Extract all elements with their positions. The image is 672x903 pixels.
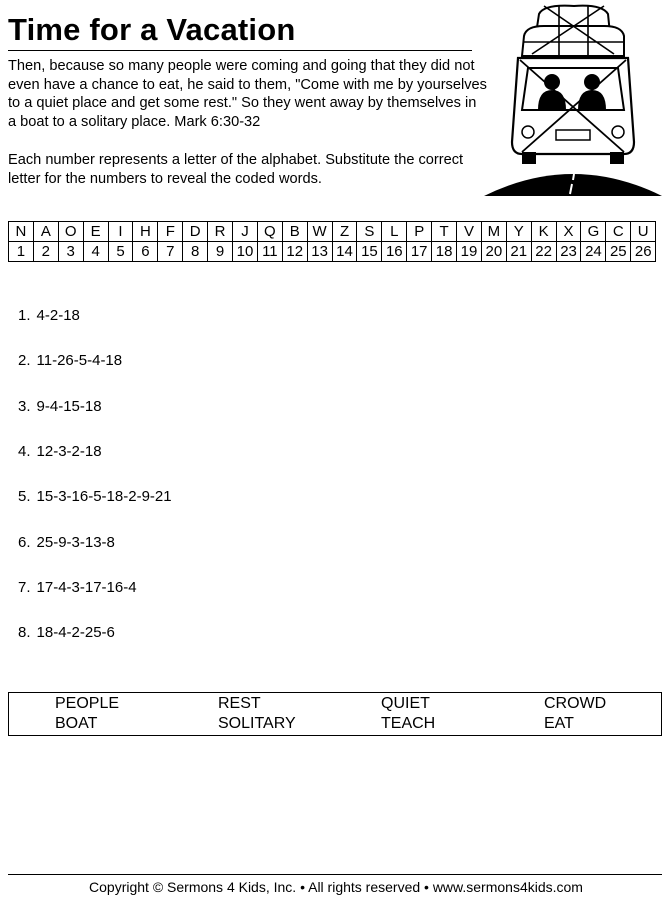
cipher-number: 13 bbox=[307, 242, 332, 262]
item-number: 8. bbox=[18, 624, 31, 641]
cipher-letter: B bbox=[282, 222, 307, 242]
copyright-footer: Copyright © Sermons 4 Kids, Inc. • All rights reserved • www.sermons4kids.com bbox=[89, 879, 583, 895]
cipher-letter: X bbox=[556, 222, 581, 242]
number-code: 18-4-2-25-6 bbox=[36, 624, 115, 641]
number-code: 12-3-2-18 bbox=[36, 443, 102, 460]
item-number: 3. bbox=[18, 398, 31, 415]
cipher-letter: O bbox=[58, 222, 83, 242]
cipher-number: 4 bbox=[83, 242, 108, 262]
cipher-number: 15 bbox=[357, 242, 382, 262]
word-bank-word: TEACH bbox=[381, 715, 436, 732]
cipher-letter: V bbox=[457, 222, 482, 242]
cipher-number: 17 bbox=[407, 242, 432, 262]
coded-word-item bbox=[18, 579, 137, 597]
word-bank-word: QUIET bbox=[381, 695, 430, 712]
cipher-number: 7 bbox=[158, 242, 183, 262]
number-code: 25-9-3-13-8 bbox=[36, 534, 115, 551]
cipher-letter: K bbox=[531, 222, 556, 242]
cipher-letter: E bbox=[83, 222, 108, 242]
cipher-number: 16 bbox=[382, 242, 407, 262]
word-bank-word: SOLITARY bbox=[218, 715, 296, 732]
cipher-number: 20 bbox=[481, 242, 506, 262]
cipher-number: 19 bbox=[457, 242, 482, 262]
scripture-verse: Then, because so many people were coming and going that they did not even have a chance to eat, he said to them, "Come with me by yourselves to a quiet place and get some rest." So they went away by themselves in a boat to a solitary place. Mark 6:30-32 bbox=[8, 58, 487, 130]
cipher-number: 23 bbox=[556, 242, 581, 262]
cipher-number: 11 bbox=[257, 242, 282, 262]
item-number: 7. bbox=[18, 579, 31, 596]
cipher-number: 14 bbox=[332, 242, 357, 262]
item-number: 2. bbox=[18, 352, 31, 369]
cipher-letter: T bbox=[432, 222, 457, 242]
footer-divider bbox=[8, 874, 662, 875]
word-bank-word: PEOPLE bbox=[55, 695, 120, 712]
cipher-letter: C bbox=[606, 222, 631, 242]
cipher-letter: I bbox=[108, 222, 133, 242]
cipher-number: 12 bbox=[282, 242, 307, 262]
cipher-number: 5 bbox=[108, 242, 133, 262]
coded-word-item bbox=[18, 352, 122, 370]
cipher-letter: H bbox=[133, 222, 158, 242]
cipher-letter: G bbox=[581, 222, 606, 242]
item-number: 1. bbox=[18, 307, 31, 324]
cipher-letter: Z bbox=[332, 222, 357, 242]
cipher-letter: M bbox=[481, 222, 506, 242]
cipher-letter: J bbox=[233, 222, 258, 242]
cipher-letter: A bbox=[33, 222, 58, 242]
item-number: 5. bbox=[18, 488, 31, 505]
cipher-letter: U bbox=[631, 222, 656, 242]
number-code: 17-4-3-17-16-4 bbox=[36, 579, 137, 596]
cipher-letter: D bbox=[183, 222, 208, 242]
cipher-number: 2 bbox=[33, 242, 58, 262]
word-bank-word: REST bbox=[218, 695, 261, 712]
cipher-number: 25 bbox=[606, 242, 631, 262]
item-number: 6. bbox=[18, 534, 31, 551]
coded-word-item bbox=[18, 443, 102, 461]
word-bank-word: CROWD bbox=[544, 695, 607, 712]
number-code: 15-3-16-5-18-2-9-21 bbox=[36, 488, 172, 505]
cipher-number: 26 bbox=[631, 242, 656, 262]
instructions: Each number represents a letter of the alphabet. Substitute the correct letter for the numbers to reveal the coded words. bbox=[8, 152, 464, 187]
item-number: 4. bbox=[18, 443, 31, 460]
number-code: 4-2-18 bbox=[36, 307, 80, 324]
car-with-luggage-illustration bbox=[484, 2, 662, 196]
word-bank bbox=[8, 692, 662, 736]
cipher-number: 18 bbox=[432, 242, 457, 262]
cipher-letter: R bbox=[208, 222, 233, 242]
cipher-number: 8 bbox=[183, 242, 208, 262]
cipher-letter: F bbox=[158, 222, 183, 242]
cipher-number: 6 bbox=[133, 242, 158, 262]
cipher-number: 10 bbox=[233, 242, 258, 262]
cipher-number: 1 bbox=[9, 242, 34, 262]
number-code: 11-26-5-4-18 bbox=[36, 352, 123, 369]
coded-word-item bbox=[18, 534, 115, 552]
coded-word-item bbox=[18, 488, 172, 506]
page-title: Time for a Vacation bbox=[8, 12, 296, 47]
cipher-letter: Y bbox=[506, 222, 531, 242]
cipher-numbers-row bbox=[9, 242, 656, 262]
cipher-number: 24 bbox=[581, 242, 606, 262]
cipher-key-table bbox=[8, 221, 656, 262]
coded-word-item bbox=[18, 307, 80, 325]
coded-word-item bbox=[18, 624, 115, 642]
cipher-letter: W bbox=[307, 222, 332, 242]
cipher-letter: N bbox=[9, 222, 34, 242]
cipher-letter: L bbox=[382, 222, 407, 242]
word-bank-word: EAT bbox=[544, 715, 574, 732]
cipher-number: 22 bbox=[531, 242, 556, 262]
word-bank-word: BOAT bbox=[55, 715, 98, 732]
coded-word-item bbox=[18, 398, 102, 416]
title-underline bbox=[8, 50, 472, 51]
cipher-letter: Q bbox=[257, 222, 282, 242]
number-code: 9-4-15-18 bbox=[36, 398, 102, 415]
cipher-number: 3 bbox=[58, 242, 83, 262]
cipher-number: 21 bbox=[506, 242, 531, 262]
cipher-number: 9 bbox=[208, 242, 233, 262]
cipher-letter: S bbox=[357, 222, 382, 242]
cipher-letters-row bbox=[9, 222, 656, 242]
cipher-letter: P bbox=[407, 222, 432, 242]
